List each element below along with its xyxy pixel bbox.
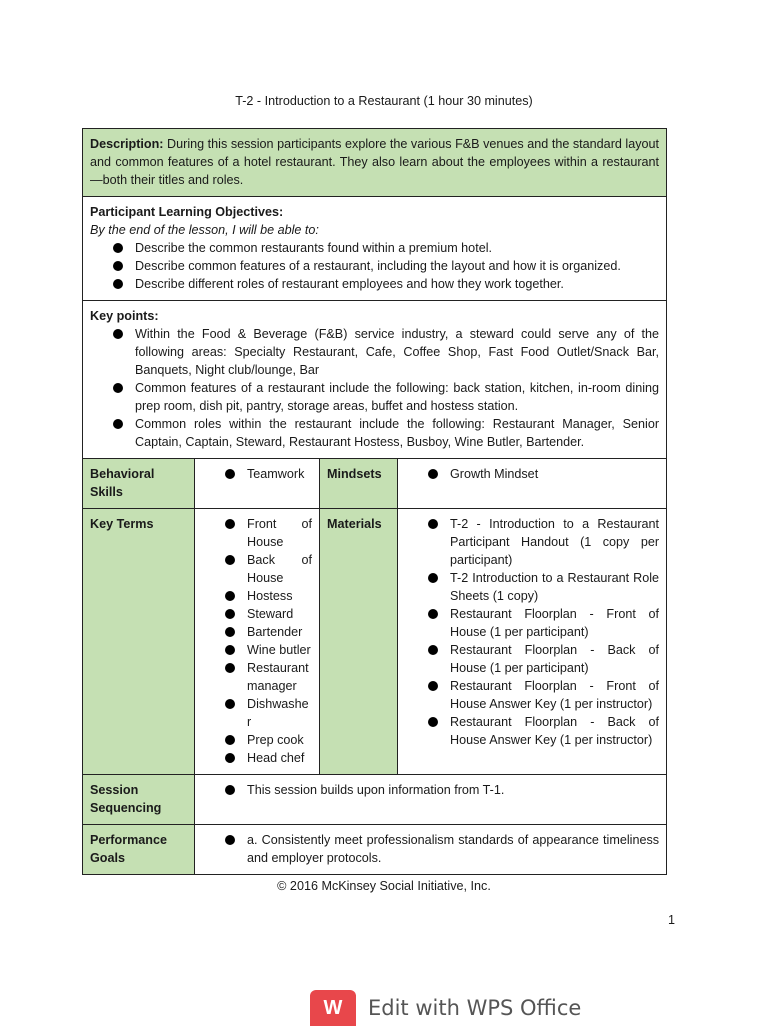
key-terms-label: Key Terms — [83, 509, 195, 775]
mindsets-label: Mindsets — [320, 459, 398, 509]
performance-goals-cell — [195, 825, 667, 875]
list-item: Wine butler — [202, 641, 312, 659]
page-number: 1 — [668, 913, 676, 927]
list-item: Within the Food & Beverage (F&B) service industry, a steward could serve any of the following areas: Specialty Restaurant, Cafe, Coffee Shop, Fast Food Outlet/Snack Bar, Banquets, Night club/lounge, Bar — [90, 325, 659, 379]
key-terms-cell — [195, 509, 320, 775]
list-item: Restaurant Floorplan - Back of House Answer Key (1 per instructor) — [405, 713, 659, 749]
list-item: Common roles within the restaurant include the following: Restaurant Manager, Senior Captain, Captain, Steward, Restaurant Hostess, Busboy, Wine Butler, Bartender. — [90, 415, 659, 451]
behavioral-skills-cell — [195, 459, 320, 509]
wps-watermark[interactable] — [310, 990, 581, 1026]
key-points-heading: Key points: — [90, 309, 159, 323]
performance-goals-list — [202, 831, 659, 867]
behavioral-skills-label: Behavioral Skills — [83, 459, 195, 509]
page-title: T-2 - Introduction to a Restaurant (1 hour 30 minutes) — [235, 94, 533, 108]
mindsets-list — [405, 465, 659, 483]
list-item: Steward — [202, 605, 312, 623]
objectives-cell — [83, 197, 667, 301]
session-sequencing-label: Session Sequencing — [83, 775, 195, 825]
list-item: T-2 - Introduction to a Restaurant Participant Handout (1 copy per participant) — [405, 515, 659, 569]
description-label: Description: — [90, 137, 164, 151]
description-text: During this session participants explore the various F&B venues and the standard layout and common features of a hotel restaurant. They also learn about the employees within a restaurant—both their titles and roles. — [90, 137, 660, 187]
list-item: Teamwork — [202, 465, 312, 483]
key-points-row — [83, 301, 667, 459]
goals-row — [83, 825, 667, 875]
list-item: Restaurant manager — [202, 659, 312, 695]
list-item: Restaurant Floorplan - Front of House (1 per participant) — [405, 605, 659, 641]
session-sequencing-list — [202, 781, 659, 799]
list-item: Describe common features of a restaurant, including the layout and how it is organized. — [90, 257, 659, 275]
terms-row — [83, 509, 667, 775]
materials-cell — [398, 509, 667, 775]
list-item: Common features of a restaurant include the following: back station, kitchen, in-room dining prep room, dish pit, pantry, storage areas, buffet and hostess station. — [90, 379, 659, 415]
list-item: Restaurant Floorplan - Back of House (1 per participant) — [405, 641, 659, 677]
list-item: Bartender — [202, 623, 312, 641]
list-item: Back of House — [202, 551, 312, 587]
materials-label: Materials — [320, 509, 398, 775]
wps-watermark-text: Edit with WPS Office — [368, 996, 582, 1020]
description-row — [83, 129, 667, 197]
sequencing-row — [83, 775, 667, 825]
mindsets-cell — [398, 459, 667, 509]
list-item: Dishwasher — [202, 695, 312, 731]
performance-goals-label: Performance Goals — [83, 825, 195, 875]
wps-logo-icon: W — [310, 990, 356, 1026]
list-item: Restaurant Floorplan - Front of House Answer Key (1 per instructor) — [405, 677, 659, 713]
list-item: Head chef — [202, 749, 312, 767]
list-item: Describe different roles of restaurant employees and how they work together. — [90, 275, 659, 293]
skills-row — [83, 459, 667, 509]
key-points-cell — [83, 301, 667, 459]
materials-list — [405, 515, 659, 749]
list-item: Describe the common restaurants found within a premium hotel. — [90, 239, 659, 257]
description-cell — [83, 129, 667, 197]
list-item: Prep cook — [202, 731, 312, 749]
objectives-heading: Participant Learning Objectives: — [90, 205, 284, 219]
objectives-intro: By the end of the lesson, I will be able to: — [90, 223, 319, 237]
list-item: Growth Mindset — [405, 465, 659, 483]
list-item: This session builds upon information from T-1. — [202, 781, 659, 799]
behavioral-skills-list — [202, 465, 312, 483]
list-item: Front of House — [202, 515, 312, 551]
objectives-list — [90, 239, 659, 293]
session-sequencing-cell — [195, 775, 667, 825]
list-item: a. Consistently meet professionalism standards of appearance timeliness and employer protocols. — [202, 831, 659, 867]
key-terms-list — [202, 515, 312, 767]
lesson-table — [82, 128, 667, 875]
list-item: T-2 Introduction to a Restaurant Role Sheets (1 copy) — [405, 569, 659, 605]
objectives-row — [83, 197, 667, 301]
list-item: Hostess — [202, 587, 312, 605]
copyright-footer: © 2016 McKinsey Social Initiative, Inc. — [277, 879, 491, 893]
key-points-list — [90, 325, 659, 451]
